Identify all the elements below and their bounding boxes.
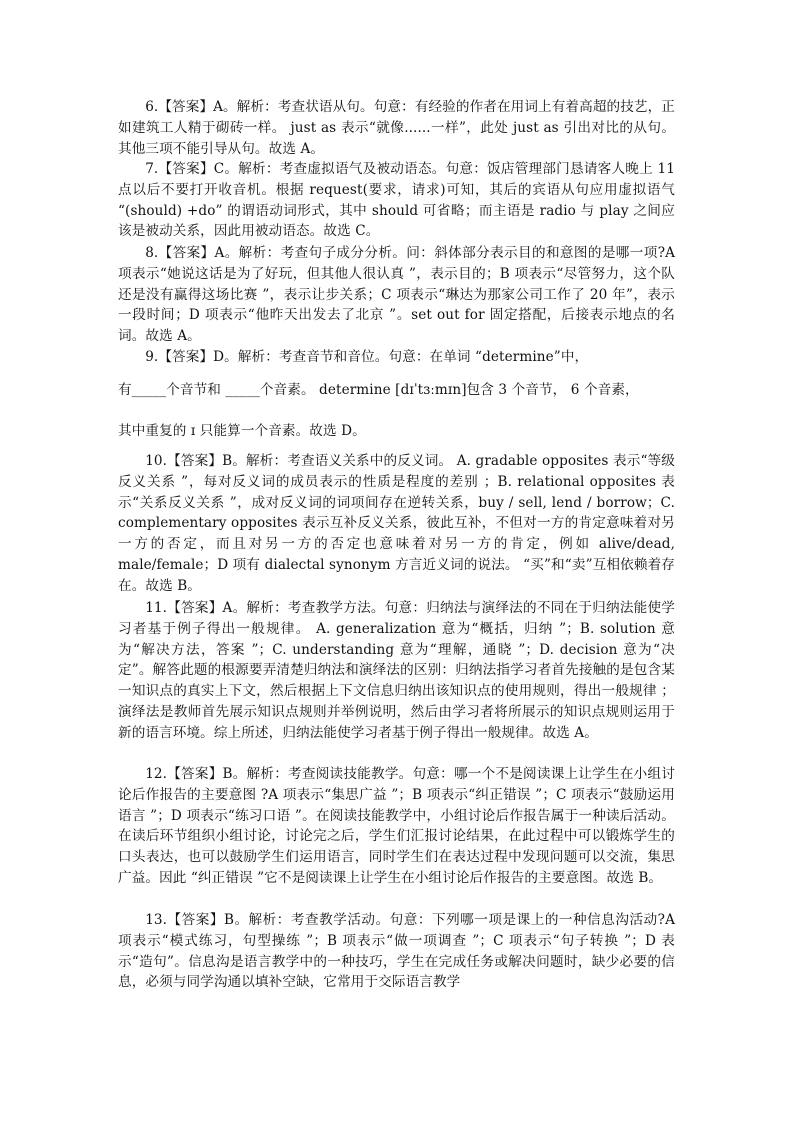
- answer-7: 7.【答案】C。解析：考查虚拟语气及被动语态。句意：饭店管理部门恳请客人晚上 11 点以后不要打开收音机。根据 request(要求，请求)可知，其后的宾语从句应用虚拟语气 “(should) +do” 的谓语动词形式，其中 should 可省略；而主语是 radio 与 play 之间应该是被动关系，因此用被动语态。故选 C。: [118, 161, 675, 240]
- answer-11: 11.【答案】A。解析：考查教学方法。句意：归纳法与演绎法的不同在于归纳法能使学习者基于例子得出一般规律。 A. generalization 意为“概括，归纳 ”；B. solution 意为“解决方法，答案 ”；C. understanding 意为“理解，通晓 ”；D. decision 意为“决定”。解答此题的根源要弄清楚归纳法和演绎法的区别：归纳法指学习者首先接触的是包含某一知识点的真实上下文，然后根据上下文信息归纳出该知识点的使用规则，得出一般规律 ；演绎法是教师首先展示知识点规则并举例说明，然后由学习者将所展示的知识点规则运用于新的语言环境。综上所述，归纳法能使学习者基于例子得出一般规律。故选 A。: [118, 600, 675, 741]
- answer-10: 10.【答案】B。解析：考查语义关系中的反义词。 A. gradable opposites 表示“等级反义关系 ”，每对反义词的成员表示的性质是程度的差别 ；B. relational opposites 表示“关系反义关系 ”，成对反义词的词项间存在逆转关系，buy / sell, lend / borrow；C. complementary opposites 表示互补反义关系，彼此互补，不但对一方的肯定意味着对另一方的否定，而且对另一方的否定也意味着对另一方的肯定，例如 alive/dead, male/female；D 项有 dialectal synonym 方言近义词的说法。 “买”和“卖”互相依赖着存在。故选 B。: [118, 453, 675, 594]
- answer-9-line-1: 9.【答案】D。解析：考查音节和音位。句意：在单词 “determine”中，: [145, 349, 589, 365]
- answer-8: 8.【答案】A。解析：考查句子成分分析。问：斜体部分表示目的和意图的是哪一项?A 项表示“她说这话是为了好玩，但其他人很认真 ”，表示目的；B 项表示“尽管努力，这个队还是没有赢得这场比赛 ”，表示让步关系；C 项表示“琳达为那家公司工作了 20 年”，表示一段时间；D 项表示“他昨天出发去了北京 ”。set out for 固定搭配，后接表示地点的名词。故选 A。: [118, 245, 675, 345]
- answer-6: 6.【答案】A。解析：考查状语从句。句意：有经验的作者在用词上有着高超的技艺，正如建筑工人精于砌砖一样。 just as 表示“就像......一样”，此处 just as 引出对比的从句。其他三项不能引导从句。故选 A。: [118, 99, 675, 157]
- answer-9-line-2: 有_____个音节和 _____个音素。 determine [dɪˈtɜːmɪn]包含 3 个音节， 6 个音素，: [118, 382, 639, 398]
- answer-13: 13.【答案】B。解析：考查教学活动。句意：下列哪一项是课上的一种信息沟活动?A 项表示“模式练习，句型操练 ”；B 项表示“做一项调查 ”；C 项表示“句子转换 ”；D 表示“造句”。信息沟是语言教学中的一种技巧，学生在完成任务或解决问题时，缺少必要的信息，必须与同学沟通以填补空缺，它常用于交际语言教学: [118, 912, 675, 991]
- answer-12: 12.【答案】B。解析：考查阅读技能教学。句意：哪一个不是阅读课上让学生在小组讨论后作报告的主要意图 ?A 项表示“集思广益 ”；B 项表示“纠正错误 ”；C 项表示“鼓励运用语言 ”；D 项表示“练习口语 ”。在阅读技能教学中，小组讨论后作报告属于一种读后活动。在读后环节组织小组讨论，讨论完之后，学生们汇报讨论结果，在此过程中可以锻炼学生的口头表达，也可以鼓励学生们运用语言，同时学生们在表达过程中发现问题可以交流，集思广益。因此 “纠正错误 ”它不是阅读课上让学生在小组讨论后作报告的主要意图。故选 B。: [118, 766, 675, 886]
- answer-9-line-3: 其中重复的 ɪ 只能算一个音素。故选 D。: [118, 423, 366, 439]
